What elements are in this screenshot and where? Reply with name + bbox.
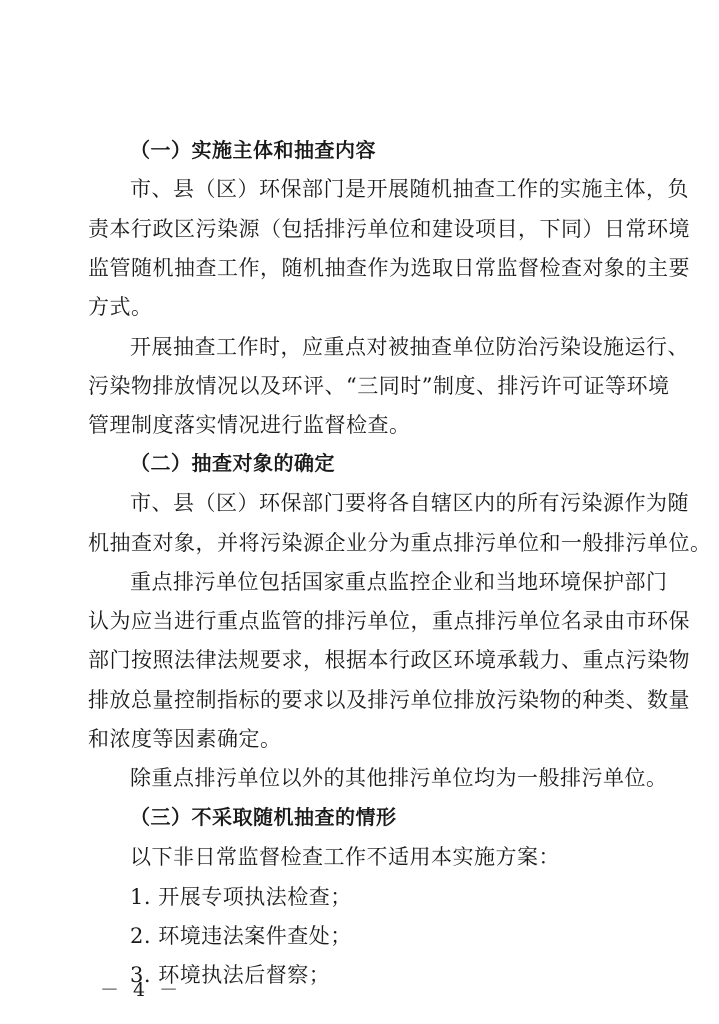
paragraph-line: 重点排污单位包括国家重点监控企业和当地环境保护部门	[130, 570, 668, 594]
paragraph-line: 以下非日常监督检查工作不适用本实施方案：	[130, 845, 560, 869]
list-item: 2. 环境违法案件查处；	[130, 924, 352, 948]
paragraph-line: 部门按照法律法规要求，根据本行政区环境承载力、重点污染物	[88, 648, 690, 672]
section-heading-1: （一）实施主体和抽查内容	[130, 138, 376, 162]
paragraph-line: 管理制度落实情况进行监督检查。	[88, 413, 411, 437]
paragraph-line: 机抽查对象，并将污染源企业分为重点排污单位和一般排污单位。	[88, 531, 712, 555]
list-item: 1. 开展专项执法检查；	[130, 885, 352, 909]
paragraph-line: 除重点排污单位以外的其他排污单位均为一般排污单位。	[130, 766, 668, 790]
paragraph-line: 排放总量控制指标的要求以及排污单位排放污染物的种类、数量	[88, 688, 690, 712]
section-heading-3: （三）不采取随机抽查的情形	[130, 805, 397, 829]
paragraph-line: 污染物排放情况以及环评、“三同时”制度、排污许可证等环境	[88, 374, 670, 398]
paragraph-line: 市、县（区）环保部门要将各自辖区内的所有污染源作为随	[130, 491, 689, 515]
paragraph-line: 开展抽查工作时，应重点对被抽查单位防治污染设施运行、	[130, 335, 689, 359]
paragraph-line: 市、县（区）环保部门是开展随机抽查工作的实施主体，负	[130, 177, 689, 201]
paragraph-line: 方式。	[88, 295, 153, 319]
paragraph-line: 监管随机抽查工作，随机抽查作为选取日常监督检查对象的主要	[88, 256, 690, 280]
list-item: 3. 环境执法后督察；	[130, 963, 331, 987]
section-heading-2: （二）抽查对象的确定	[130, 451, 335, 475]
paragraph-line: 责本行政区污染源（包括排污单位和建设项目，下同）日常环境	[88, 217, 690, 241]
page-number: － 4 －	[100, 979, 183, 1001]
paragraph-line: 和浓度等因素确定。	[88, 727, 282, 751]
paragraph-line: 认为应当进行重点监管的排污单位，重点排污单位名录由市环保	[88, 609, 690, 633]
